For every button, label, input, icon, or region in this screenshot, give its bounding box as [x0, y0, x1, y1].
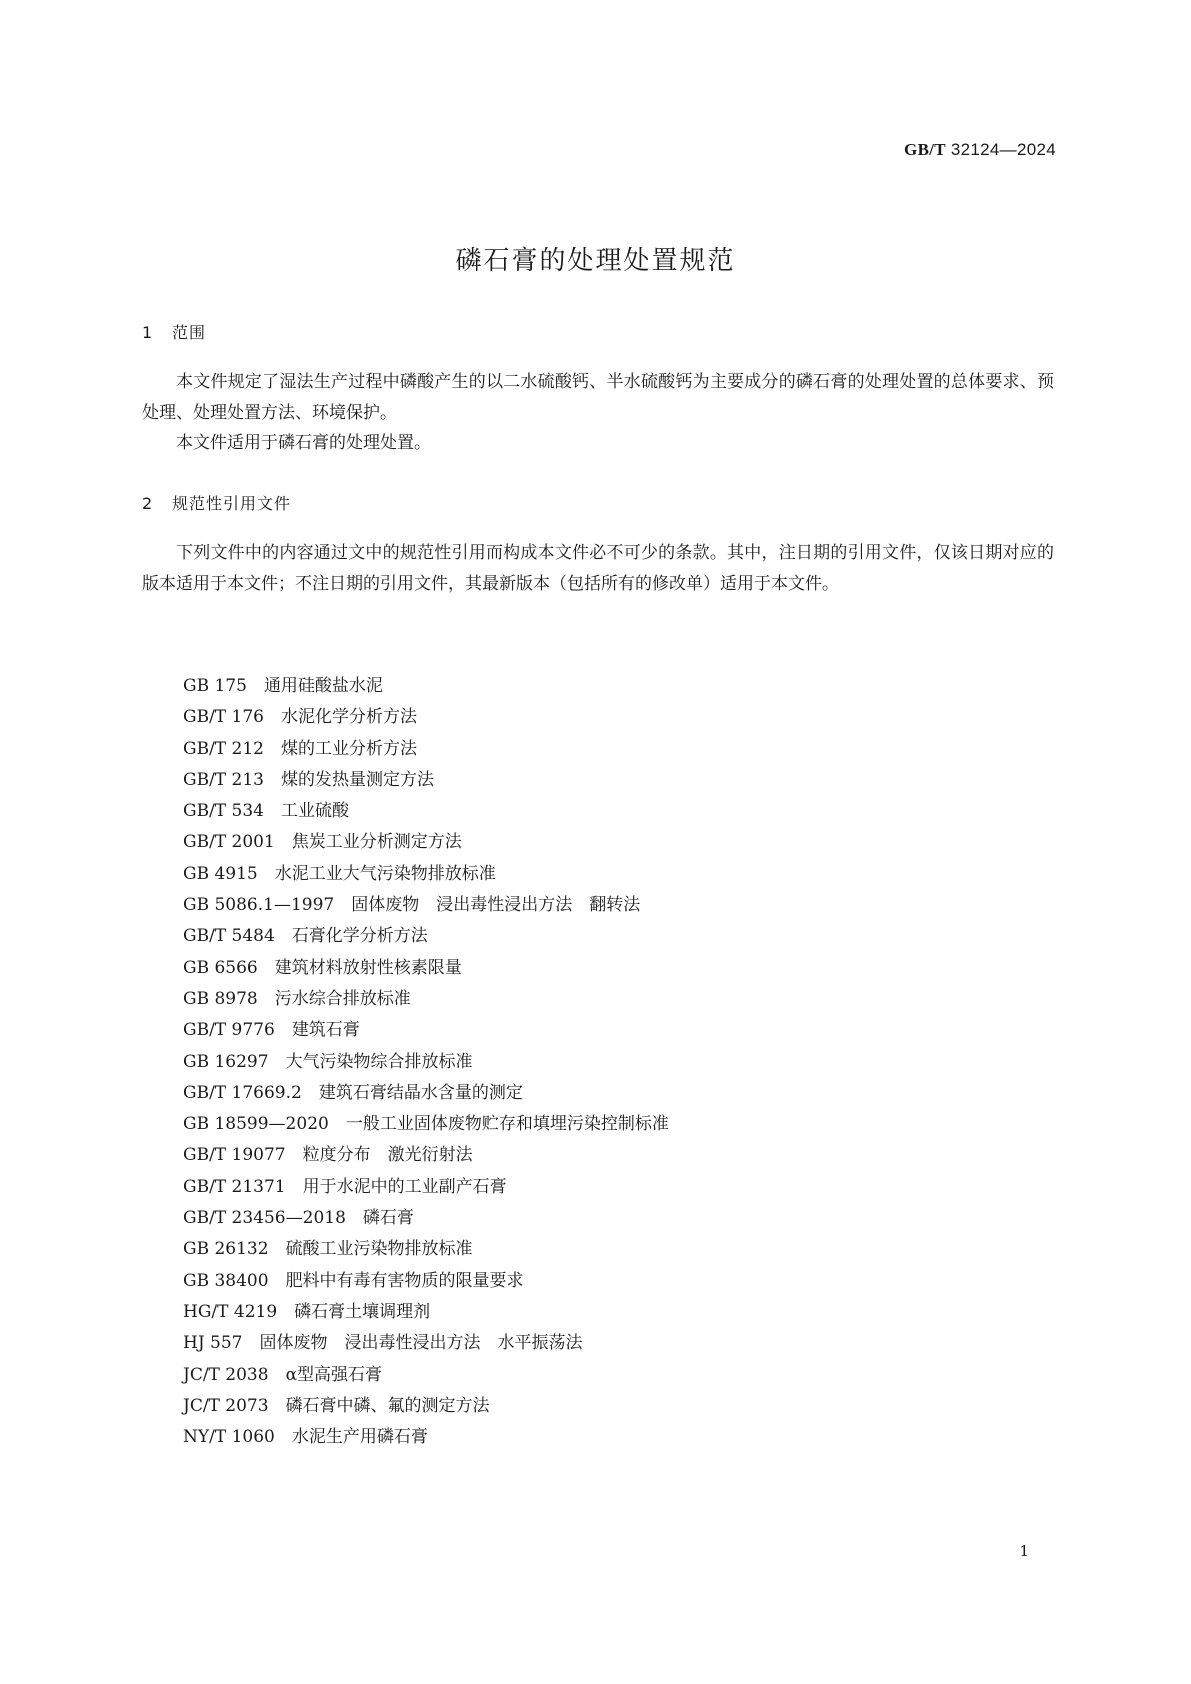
reference-title: 一般工业固体废物贮存和填埋污染控制标准	[345, 1114, 669, 1135]
reference-item	[183, 827, 669, 858]
reference-code: GB/T 5484	[183, 926, 275, 947]
reference-item	[183, 1078, 669, 1109]
reference-title: α型高强石膏	[285, 1364, 383, 1385]
reference-item	[183, 890, 669, 921]
reference-title: 大气污染物综合排放标准	[285, 1051, 473, 1072]
reference-item	[183, 1422, 669, 1453]
section-2-title: 规范性引用文件	[172, 494, 292, 513]
reference-item	[183, 1015, 669, 1046]
reference-code: GB/T 21371	[183, 1176, 286, 1197]
reference-code: GB 5086.1—1997	[183, 895, 335, 916]
reference-code: HG/T 4219	[183, 1301, 278, 1322]
reference-title: 用于水泥中的工业副产石膏	[302, 1176, 507, 1197]
reference-title: 污水综合排放标准	[274, 988, 411, 1009]
reference-item	[183, 1203, 669, 1234]
reference-title: 水泥工业大气污染物排放标准	[274, 863, 496, 884]
reference-code: GB/T 23456—2018	[183, 1208, 346, 1229]
reference-code: HJ 557	[183, 1333, 243, 1354]
reference-item	[183, 1047, 669, 1078]
standard-prefix: GB/T	[904, 140, 946, 159]
reference-code: GB/T 212	[183, 738, 264, 759]
reference-item	[183, 765, 669, 796]
section-2-intro: 下列文件中的内容通过文中的规范性引用而构成本文件必不可少的条款。其中，注日期的引用文件，仅该日期对应的版本适用于本文件；不注日期的引用文件，其最新版本（包括所有的修改单）适用于本文件。	[142, 543, 1054, 594]
reference-code: GB/T 9776	[183, 1020, 275, 1041]
reference-item	[183, 734, 669, 765]
reference-item	[183, 1266, 669, 1297]
reference-item	[183, 1140, 669, 1171]
reference-item	[183, 671, 669, 702]
page-number: 1	[1019, 1542, 1029, 1560]
section-2-heading	[142, 491, 291, 514]
reference-title: 水泥化学分析方法	[281, 707, 417, 728]
reference-title: 磷石膏	[362, 1208, 414, 1229]
section-1-number: 1	[142, 323, 154, 342]
reference-title: 通用硅酸盐水泥	[263, 676, 383, 696]
section-1-paragraph-1: 本文件规定了湿法生产过程中磷酸产生的以二水硫酸钙、半水硫酸钙为主要成分的磷石膏的处理处置的总体要求、预处理、处理处置方法、环境保护。	[142, 372, 1054, 423]
reference-title: 水泥生产用磷石膏	[291, 1427, 428, 1448]
reference-item	[183, 702, 669, 733]
reference-code: JC/T 2073	[183, 1395, 269, 1416]
reference-title: 肥料中有毒有害物质的限量要求	[285, 1270, 524, 1291]
reference-item	[183, 1234, 669, 1265]
reference-title: 焦炭工业分析测定方法	[291, 832, 462, 853]
reference-code: GB/T 176	[183, 707, 264, 728]
reference-code: GB 38400	[183, 1270, 269, 1291]
section-1-title: 范围	[172, 323, 207, 342]
reference-title: 固体废物 浸出毒性浸出方法 翻转法	[351, 895, 641, 916]
reference-code: JC/T 2038	[183, 1364, 269, 1385]
section-1-heading	[142, 320, 206, 343]
reference-title: 煤的工业分析方法	[281, 738, 417, 759]
reference-item	[183, 859, 669, 890]
reference-item	[183, 1360, 669, 1391]
standard-number: 32124—2024	[950, 140, 1056, 159]
reference-title: 硫酸工业污染物排放标准	[285, 1239, 473, 1260]
reference-item	[183, 1172, 669, 1203]
reference-item	[183, 1328, 669, 1359]
reference-title: 煤的发热量测定方法	[281, 769, 434, 790]
reference-item	[183, 984, 669, 1015]
document-title: 磷石膏的处理处置规范	[455, 246, 736, 276]
reference-item	[183, 1391, 669, 1422]
reference-item	[183, 953, 669, 984]
reference-title: 建筑石膏	[291, 1020, 360, 1041]
reference-title: 工业硫酸	[281, 801, 349, 822]
reference-item	[183, 1297, 669, 1328]
reference-code: GB/T 2001	[183, 832, 275, 853]
reference-item	[183, 796, 669, 827]
reference-list	[183, 671, 669, 1453]
reference-title: 建筑石膏结晶水含量的测定	[318, 1082, 523, 1103]
reference-code: GB 8978	[183, 988, 258, 1009]
reference-title: 石膏化学分析方法	[291, 926, 428, 947]
reference-title: 磷石膏土壤调理剂	[294, 1301, 431, 1322]
reference-title: 磷石膏中磷、氟的测定方法	[285, 1395, 490, 1416]
reference-item	[183, 921, 669, 952]
section-2-number: 2	[142, 494, 154, 513]
reference-item	[183, 1109, 669, 1140]
reference-code: GB/T 213	[183, 769, 264, 790]
reference-code: GB 175	[183, 676, 247, 696]
reference-code: GB/T 19077	[183, 1145, 286, 1166]
reference-code: GB 6566	[183, 957, 258, 978]
reference-title: 建筑材料放射性核素限量	[274, 957, 462, 978]
reference-title: 粒度分布 激光衍射法	[302, 1145, 473, 1166]
reference-code: GB 16297	[183, 1051, 269, 1072]
section-1-paragraph-2: 本文件适用于磷石膏的处理处置。	[176, 433, 431, 453]
reference-code: GB 18599—2020	[183, 1114, 329, 1135]
reference-code: NY/T 1060	[183, 1427, 275, 1448]
standard-code	[904, 140, 1056, 160]
reference-code: GB/T 534	[183, 801, 264, 822]
reference-code: GB/T 17669.2	[183, 1082, 302, 1103]
reference-code: GB 4915	[183, 863, 258, 884]
reference-code: GB 26132	[183, 1239, 269, 1260]
reference-title: 固体废物 浸出毒性浸出方法 水平振荡法	[259, 1333, 583, 1354]
